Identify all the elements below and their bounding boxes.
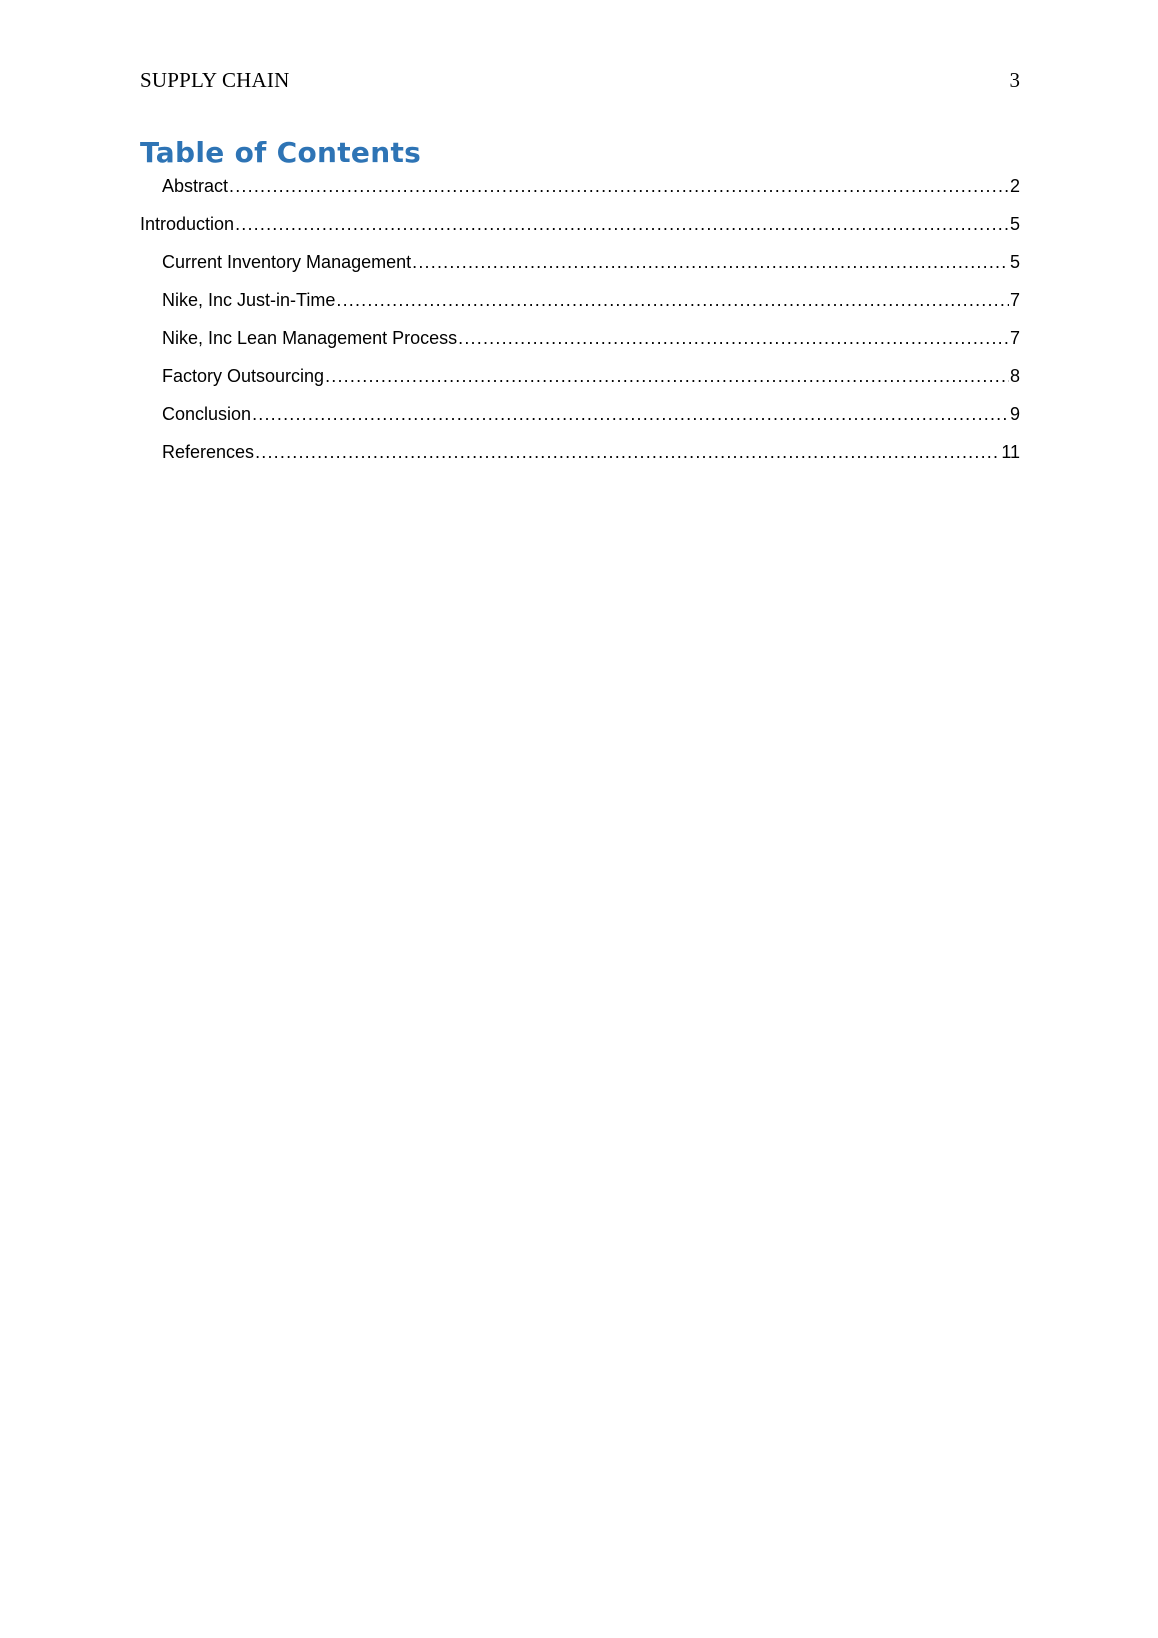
toc-entry-just-in-time[interactable] <box>140 290 1020 328</box>
toc-entry-page: 9 <box>1009 404 1020 424</box>
running-head-title: SUPPLY CHAIN <box>140 68 290 92</box>
dot-leader <box>235 214 1009 235</box>
toc-heading: Table of Contents <box>140 136 422 169</box>
toc-entry-page: 8 <box>1009 366 1020 386</box>
toc-entry-label: Factory Outsourcing <box>162 366 325 386</box>
toc-entry-label: Abstract <box>162 176 229 196</box>
toc-entry-current-inventory-management[interactable] <box>140 252 1020 290</box>
toc-entry-references[interactable] <box>140 442 1020 480</box>
toc-entry-lean-management-process[interactable] <box>140 328 1020 366</box>
dot-leader <box>255 442 1000 463</box>
toc-entry-label: Current Inventory Management <box>162 252 412 272</box>
dot-leader <box>458 328 1009 349</box>
toc-entry-label: Nike, Inc Just-in-Time <box>162 290 336 310</box>
toc-entry-page: 5 <box>1009 214 1020 234</box>
dot-leader <box>325 366 1009 387</box>
dot-leader <box>336 290 1009 311</box>
running-header <box>140 68 1020 98</box>
page-number: 3 <box>1009 68 1020 92</box>
toc-entry-page: 7 <box>1009 290 1020 310</box>
toc-entry-page: 7 <box>1009 328 1020 348</box>
toc-entry-label: References <box>162 442 255 462</box>
toc-entry-page: 11 <box>1001 442 1020 462</box>
toc-entry-abstract[interactable] <box>140 176 1020 214</box>
toc-entry-page: 5 <box>1009 252 1020 272</box>
toc-entry-factory-outsourcing[interactable] <box>140 366 1020 404</box>
toc-entry-label: Nike, Inc Lean Management Process <box>162 328 458 348</box>
toc-entry-page: 2 <box>1009 176 1020 196</box>
toc-entry-introduction[interactable] <box>140 214 1020 252</box>
toc-entry-label: Conclusion <box>162 404 252 424</box>
dot-leader <box>229 176 1009 197</box>
dot-leader <box>412 252 1009 273</box>
toc-entry-conclusion[interactable] <box>140 404 1020 442</box>
toc-entry-label: Introduction <box>140 214 235 234</box>
dot-leader <box>252 404 1009 425</box>
table-of-contents <box>140 176 1020 480</box>
